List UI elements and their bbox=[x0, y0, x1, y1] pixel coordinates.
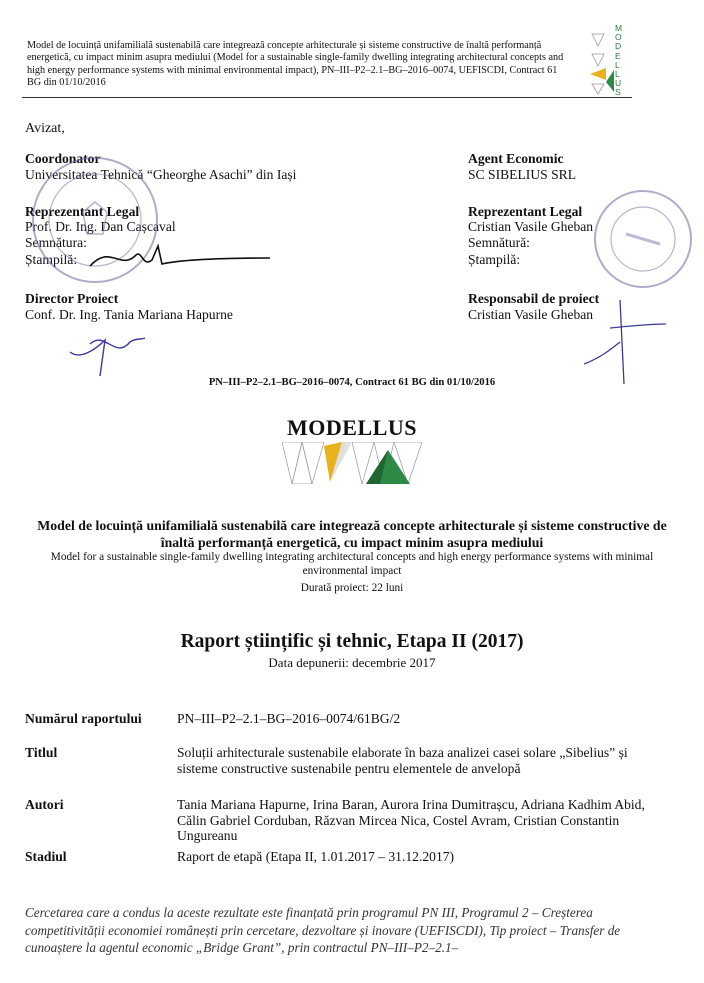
report-title-label: Titlul bbox=[25, 745, 58, 760]
coordinator-label: Coordonator bbox=[25, 151, 101, 166]
avizat-label: Avizat, bbox=[25, 121, 65, 136]
project-responsible-signature-icon bbox=[580, 298, 670, 388]
project-responsible-name: Cristian Vasile Gheban bbox=[468, 307, 594, 322]
right-signature-label: Semnătură: bbox=[468, 235, 530, 250]
right-legal-rep-name: Cristian Vasile Gheban bbox=[468, 219, 594, 234]
left-legal-rep-label: Reprezentant Legal bbox=[25, 204, 140, 219]
modellus-title: MODELLUS bbox=[287, 415, 417, 440]
funding-footnote: Cercetarea care a condus la aceste rezultate este finanțată prin programul PN III, Programul 2 – Creșterea competitivității economiei românești prin cercetare, dezvoltare și inovare (UEFISCDI), Tip proiect – Transfer de cunoaștere la agentul economic „Bridge Grant”, prin contractul PN–III–P2–2.1– bbox=[25, 905, 621, 955]
report-number-value: PN–III–P2–2.1–BG–2016–0074/61BG/2 bbox=[177, 711, 401, 726]
left-legal-rep-signature-icon bbox=[80, 236, 280, 276]
director-signature-icon bbox=[60, 320, 150, 380]
authors-label: Autori bbox=[25, 797, 64, 812]
left-signature-label: Semnătura: bbox=[25, 235, 87, 250]
director-name: Conf. Dr. Ing. Tania Mariana Hapurne bbox=[25, 307, 233, 322]
logo-letter: E bbox=[615, 50, 621, 61]
project-title-ro: Model de locuință unifamilială sustenabilă care integrează concepte arhitecturale și sisteme constructive de înaltă performanță energetică, cu impact minim asupra mediului bbox=[37, 518, 667, 550]
status-value: Raport de etapă (Etapa II, 1.01.2017 – 31.12.2017) bbox=[177, 849, 455, 864]
contract-reference: PN–III–P2–2.1–BG–2016–0074, Contract 61 BG din 01/10/2016 bbox=[208, 377, 496, 388]
right-stamp-label: Ștampilă: bbox=[468, 252, 521, 267]
logo-letter: U bbox=[615, 78, 622, 89]
company-stamp-icon bbox=[590, 186, 696, 292]
left-legal-rep-name: Prof. Dr. Ing. Dan Cașcaval bbox=[25, 219, 176, 234]
project-title-en: Model for a sustainable single-family dwelling integrating architectural concepts and high energy performance systems with minimal environmental impact bbox=[50, 551, 654, 577]
agent-economic-label: Agent Economic bbox=[468, 151, 564, 166]
logo-letter: M bbox=[615, 23, 623, 33]
report-title: Raport științific și tehnic, Etapa II (2017) bbox=[180, 631, 524, 652]
right-legal-rep-label: Reprezentant Legal bbox=[468, 204, 583, 219]
authors-value: Tania Mariana Hapurne, Irina Baran, Aurora Irina Dumitrașcu, Adriana Kadhim Abid, Călin Gabriel Corduban, Răzvan Mircea Nica, Costel Avram, Cristian Constantin Ungureanu bbox=[177, 797, 645, 844]
project-responsible-label: Responsabil de proiect bbox=[468, 291, 600, 306]
header-text: Model de locuință unifamilială sustenabilă care integrează concepte arhitecturale și sisteme constructive de înaltă performanță energetică, cu impact minim asupra mediului (Model for a sustainable single-family dwelling integrating architectural concepts and high energy performance systems with minimal environmental impact), PN–III–P2–2.1–BG–2016–0074, UEFISCDI, Contract 61 BG din 01/10/2016 bbox=[27, 40, 564, 89]
left-stamp-label: Ștampilă: bbox=[25, 252, 78, 267]
modellus-logo-icon bbox=[282, 442, 422, 484]
modellus-small-logo-icon bbox=[588, 24, 634, 96]
logo-letter: S bbox=[615, 87, 621, 98]
project-duration: Durată proiect: 22 luni bbox=[300, 582, 404, 594]
logo-letter: L bbox=[615, 59, 620, 70]
report-title-value: Soluții arhitecturale sustenabile elaborate în baza analizei casei solare „Sibelius” și sisteme constructive sustenabile pentru elementele de anvelopă bbox=[177, 745, 628, 776]
logo-letter: D bbox=[615, 41, 622, 52]
status-label: Stadiul bbox=[25, 849, 67, 864]
director-label: Director Proiect bbox=[25, 291, 119, 306]
logo-letter: L bbox=[615, 69, 620, 80]
agent-economic-value: SC SIBELIUS SRL bbox=[468, 167, 577, 182]
coordinator-value: Universitatea Tehnică “Gheorghe Asachi” din Iași bbox=[25, 167, 297, 182]
report-date: Data depunerii: decembrie 2017 bbox=[268, 655, 436, 670]
header-divider bbox=[22, 97, 632, 98]
report-number-label: Numărul raportului bbox=[25, 711, 142, 726]
modellus-small-logo-letters bbox=[615, 24, 622, 98]
logo-letter: O bbox=[615, 32, 622, 43]
